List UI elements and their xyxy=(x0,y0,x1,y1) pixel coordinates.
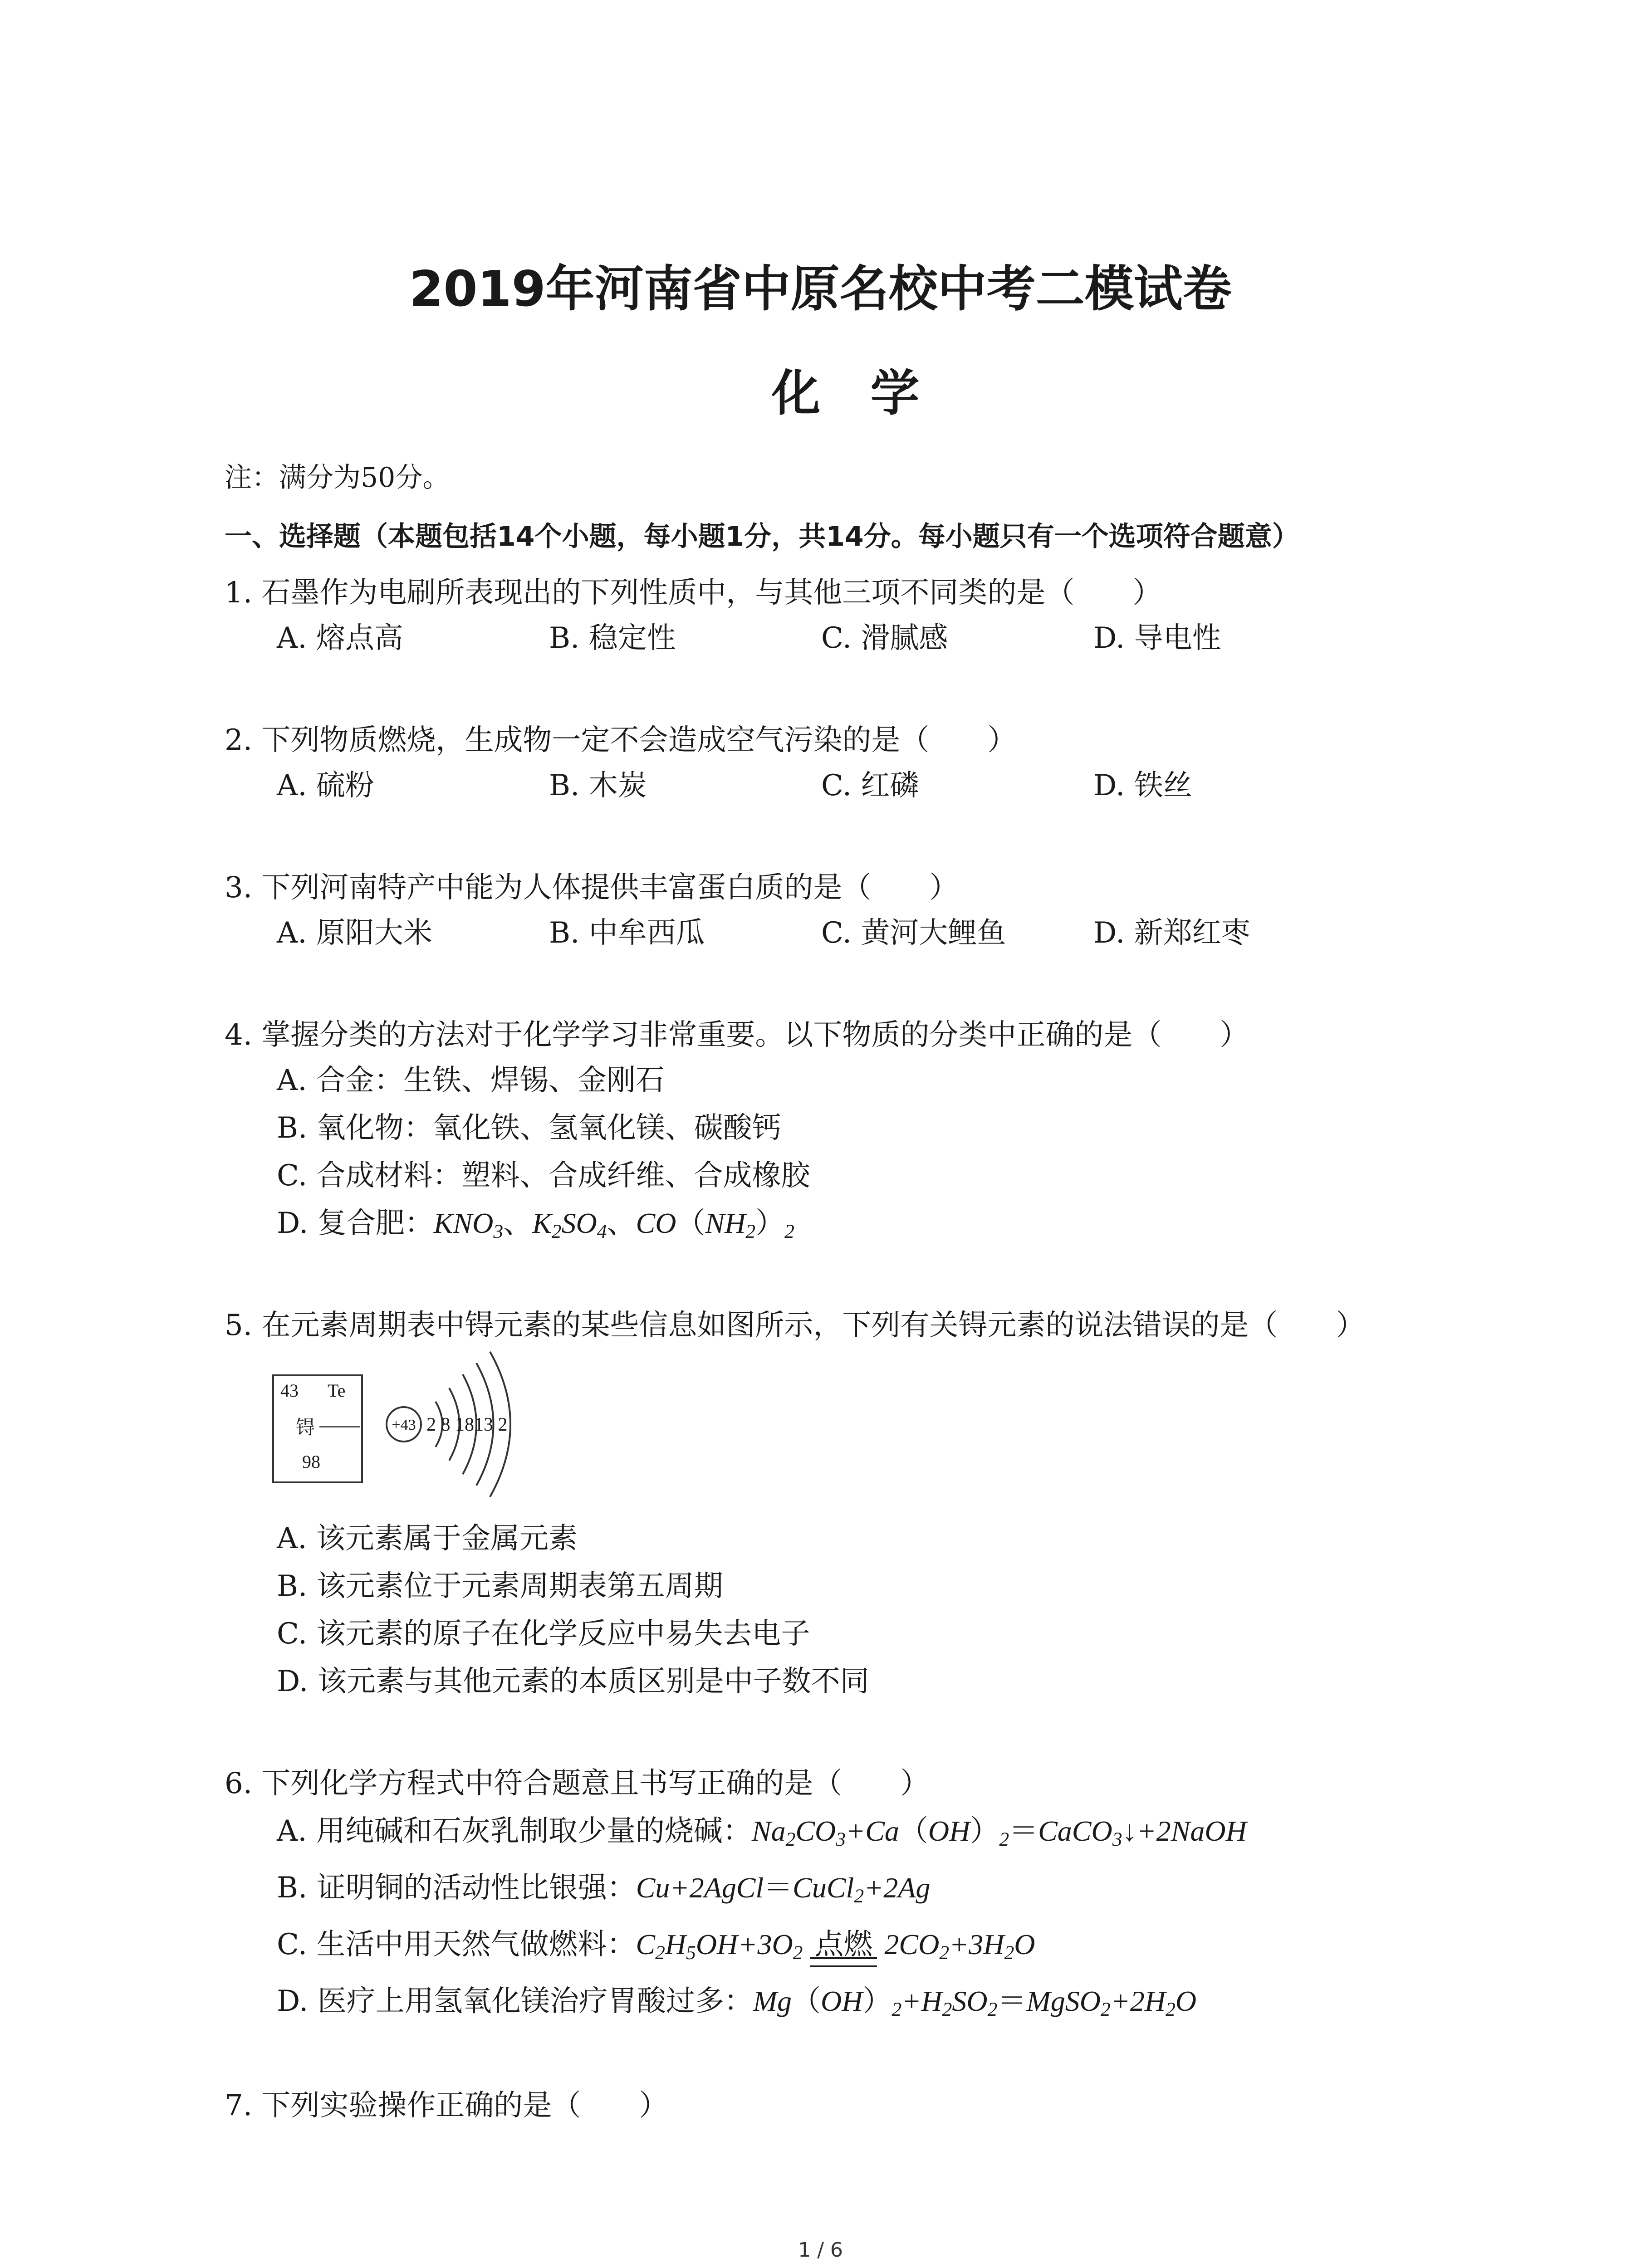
cell-divider xyxy=(319,1426,360,1427)
question-7-stem: 7. 下列实验操作正确的是（ ） xyxy=(225,2089,668,2122)
question-3-option-b: B. 中牟西瓜 xyxy=(549,916,705,950)
shell-electron-counts: 2 8 1813 2 xyxy=(426,1414,508,1435)
nucleus-charge: +43 xyxy=(392,1417,416,1433)
question-5-stem: 5. 在元素周期表中锝元素的某些信息如图所示，下列有关锝元素的说法错误的是（ ） xyxy=(225,1309,1365,1342)
question-2-option-d: D. 铁丝 xyxy=(1093,769,1192,802)
question-1-option-d: D. 导电性 xyxy=(1093,621,1221,655)
equation-a: $Na_2CO_3+Ca(OH)_2=CaCO_3↓+2NaOH$ xyxy=(751,1815,1247,1850)
question-6-option-b xyxy=(277,1864,930,1906)
question-6-option-a-label: A. 用纯碱和石灰乳制取少量的烧碱： xyxy=(277,1814,752,1848)
question-1-option-b: B. 稳定性 xyxy=(549,621,676,655)
question-3-option-a: A. 原阳大米 xyxy=(277,916,432,950)
question-6-stem: 6. 下列化学方程式中符合题意且书写正确的是（ ） xyxy=(225,1767,930,1800)
equation-c: $C_2H_5OH+3O_2$ 点燃 $2CO_2+3H_2O$ xyxy=(636,1928,1035,1960)
question-1-option-a: A. 熔点高 xyxy=(277,621,403,655)
question-6-option-c xyxy=(277,1921,1035,1963)
question-5-option-a: A. 该元素属于金属元素 xyxy=(277,1522,578,1555)
question-2-stem: 2. 下列物质燃烧，生成物一定不会造成空气污染的是（ ） xyxy=(225,723,1017,757)
question-6-option-b-label: B. 证明铜的活动性比银强： xyxy=(277,1871,636,1905)
question-5-option-d: D. 该元素与其他元素的本质区别是中子数不同 xyxy=(277,1665,869,1698)
question-4-option-d-label: D. 复合肥： xyxy=(277,1207,434,1240)
question-2-option-b: B. 木炭 xyxy=(549,769,647,802)
question-2-option-a: A. 硫粉 xyxy=(277,769,374,802)
equation-b: Cu+2AgCl＝CuCl$_2$+2Ag xyxy=(636,1872,931,1907)
question-6-option-d xyxy=(277,1978,1196,2019)
question-4-option-c: C. 合成材料：塑料、合成纤维、合成橡胶 xyxy=(277,1159,810,1193)
relative-atomic-mass: 98 xyxy=(302,1452,320,1472)
atomic-structure-diagram xyxy=(381,1347,535,1501)
question-3-option-d: D. 新郑红枣 xyxy=(1093,916,1250,950)
equation-d: $Mg(OH)_2+H_2SO_2=MgSO_2+2H_2O$ xyxy=(753,1985,1197,2020)
exam-subject: 化学 xyxy=(771,365,970,422)
question-4-stem: 4. 掌握分类的方法对于化学学习非常重要。以下物质的分类中正确的是（ ） xyxy=(225,1018,1249,1052)
question-5-option-b: B. 该元素位于元素周期表第五周期 xyxy=(277,1569,723,1603)
score-note: 注：满分为50分。 xyxy=(225,462,450,494)
question-3-option-c: C. 黄河大鲤鱼 xyxy=(821,916,1006,950)
question-4-option-b: B. 氧化物：氧化铁、氢氧化镁、碳酸钙 xyxy=(277,1111,781,1145)
question-6-option-a xyxy=(277,1808,1247,1849)
exam-title: 2019年河南省中原名校中考二模试卷 xyxy=(409,261,1232,318)
compound-formulas: $KNO_3$、$K_2SO_4$、$CO(NH_2)_2$ xyxy=(433,1207,794,1242)
element-symbol: Te xyxy=(328,1380,346,1401)
question-6-option-d-label: D. 医疗上用氢氧化镁治疗胃酸过多： xyxy=(277,1984,753,2018)
section-heading: 一、选择题（本题包括14个小题，每小题1分，共14分。每小题只有一个选项符合题意） xyxy=(225,521,1299,552)
question-3-stem: 3. 下列河南特产中能为人体提供丰富蛋白质的是（ ） xyxy=(225,871,959,904)
element-name: 锝 xyxy=(296,1416,315,1438)
question-5-option-c: C. 该元素的原子在化学反应中易失去电子 xyxy=(277,1617,810,1651)
question-2-option-c: C. 红磷 xyxy=(821,769,919,802)
page-number: 1 / 6 xyxy=(798,2239,843,2262)
periodic-table-cell xyxy=(272,1374,363,1483)
atomic-number: 43 xyxy=(280,1380,299,1401)
question-4-option-a: A. 合金：生铁、焊锡、金刚石 xyxy=(277,1064,665,1097)
question-6-option-c-label: C. 生活中用天然气做燃料： xyxy=(277,1928,636,1961)
question-4-option-d xyxy=(277,1200,794,1242)
reaction-condition: 点燃 xyxy=(810,1921,877,1963)
question-1-stem: 1. 石墨作为电刷所表现出的下列性质中，与其他三项不同类的是（ ） xyxy=(225,576,1162,610)
question-1-option-c: C. 滑腻感 xyxy=(821,621,948,655)
